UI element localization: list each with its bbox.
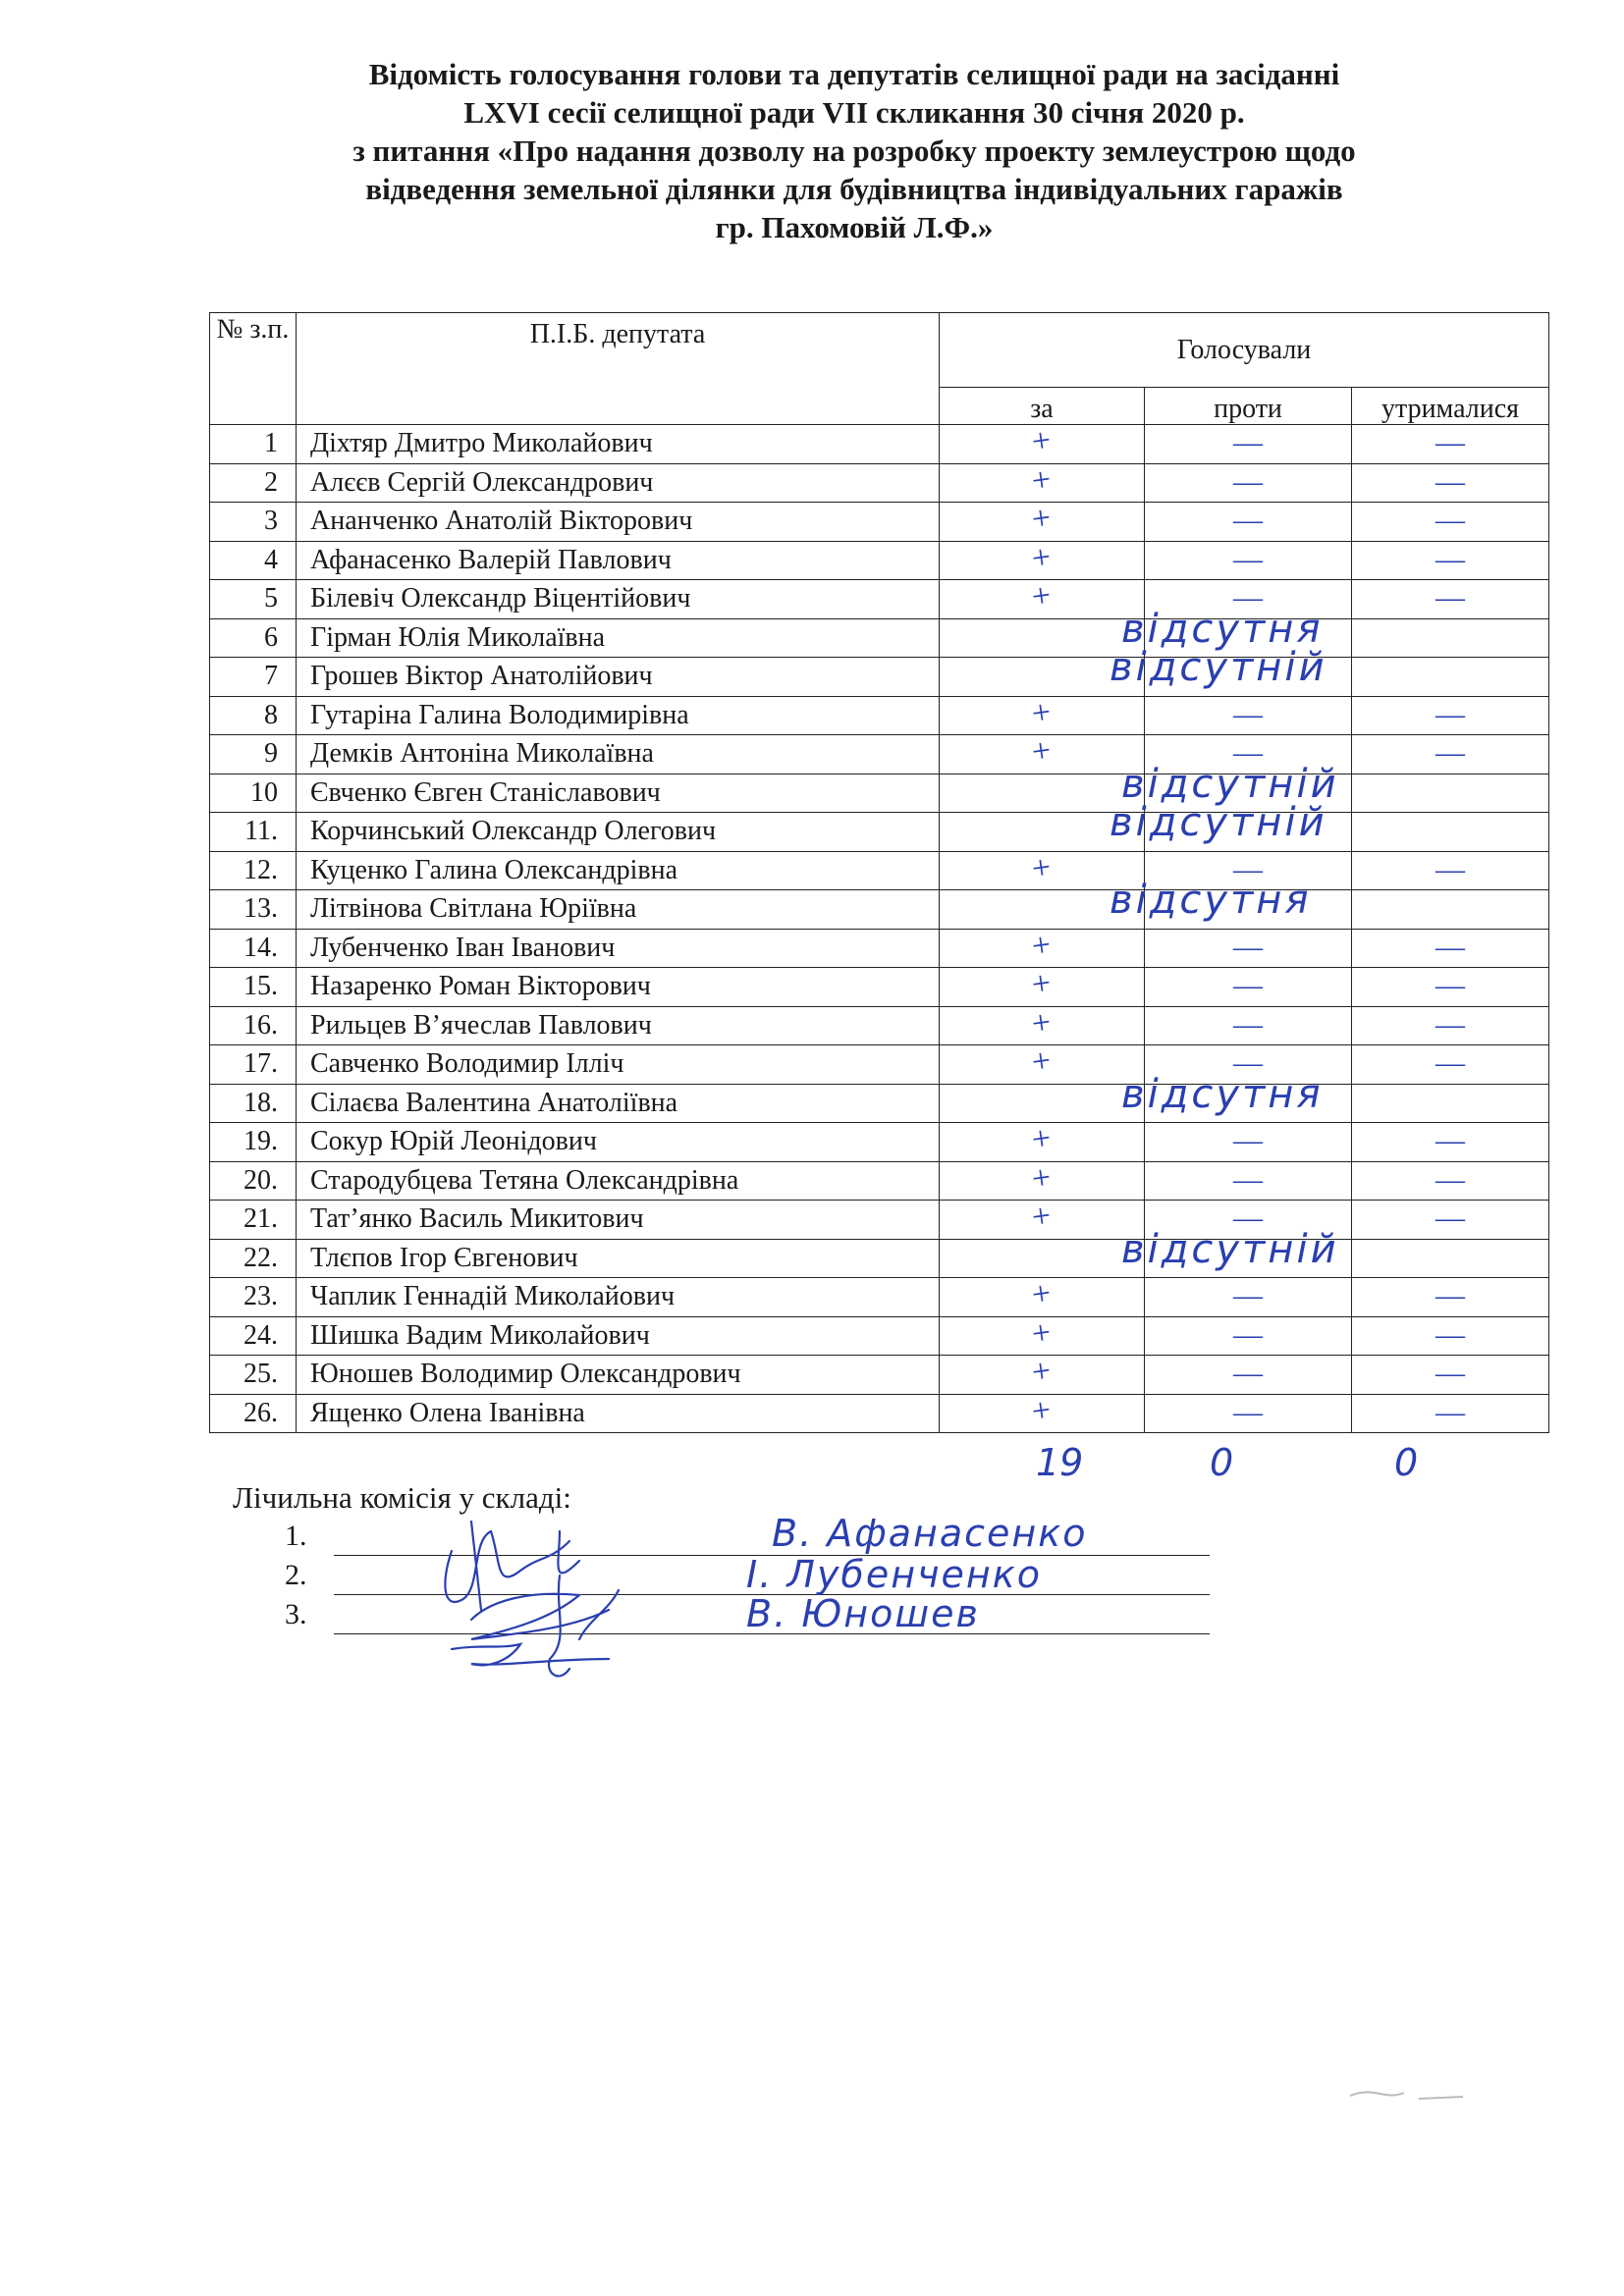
vote-against xyxy=(1145,929,1352,968)
deputy-name: Тлєпов Ігор Євгенович xyxy=(297,1239,940,1278)
vote-for-mark: + xyxy=(1029,693,1055,732)
vote-for-mark: + xyxy=(1029,500,1055,539)
deputy-name: Євченко Євген Станіславович xyxy=(297,774,940,813)
vote-against xyxy=(1145,463,1352,503)
table-row xyxy=(210,890,1549,930)
vote-abstain xyxy=(1352,1045,1549,1085)
deputy-name: Демків Антоніна Миколаївна xyxy=(297,735,940,774)
vote-for-mark: + xyxy=(1029,1042,1055,1082)
row-number: 16. xyxy=(210,1006,297,1045)
deputy-name: Грошев Віктор Анатолійович xyxy=(297,658,940,697)
vote-against xyxy=(1145,503,1352,542)
deputy-name: Літвінова Світлана Юріївна xyxy=(297,890,940,930)
vote-against xyxy=(1145,696,1352,735)
row-number: 23. xyxy=(210,1278,297,1317)
table-row xyxy=(210,1239,1549,1278)
title-line: гр. Пахомовій Л.Ф.» xyxy=(715,210,994,244)
smudge-mark xyxy=(1345,2081,1473,2110)
vote-abstain xyxy=(1352,425,1549,464)
row-number: 11. xyxy=(210,813,297,852)
deputy-name: Савченко Володимир Ілліч xyxy=(297,1045,940,1085)
table-row xyxy=(210,541,1549,580)
vote-against-mark: — xyxy=(1233,930,1263,963)
vote-against xyxy=(1145,1006,1352,1045)
row-number: 25. xyxy=(210,1356,297,1395)
row-number: 14. xyxy=(210,929,297,968)
deputy-name: Лубенченко Іван Іванович xyxy=(297,929,940,968)
vote-against-mark: — xyxy=(1233,1046,1263,1080)
vote-for xyxy=(940,1353,1145,1395)
absent-note: відсутній xyxy=(1121,1227,1339,1272)
table-row xyxy=(210,580,1549,619)
vote-for xyxy=(940,1198,1145,1240)
title-line: відведення земельної ділянки для будівництва індивідуальних гаражів xyxy=(365,172,1343,206)
row-number: 15. xyxy=(210,968,297,1007)
row-number: 21. xyxy=(210,1201,297,1240)
vote-for xyxy=(940,1084,1145,1123)
vote-against-mark: — xyxy=(1233,852,1263,885)
table-row xyxy=(210,696,1549,735)
row-number: 26. xyxy=(210,1394,297,1433)
vote-for-mark: + xyxy=(1029,1353,1055,1392)
vote-for-mark: + xyxy=(1029,1158,1055,1198)
vote-against-mark: — xyxy=(1233,1162,1263,1196)
vote-abstain xyxy=(1352,1006,1549,1045)
total-against: 0 xyxy=(1210,1441,1234,1484)
row-number: 17. xyxy=(210,1045,297,1085)
deputy-name: Алєєв Сергій Олександрович xyxy=(297,463,940,503)
deputy-name: Куценко Галина Олександрівна xyxy=(297,851,940,890)
row-number: 7 xyxy=(210,658,297,697)
vote-against-mark: — xyxy=(1233,504,1263,537)
deputy-name: Афанасенко Валерій Павлович xyxy=(297,541,940,580)
commission-member-number: 2. xyxy=(285,1559,307,1591)
col-number-header: № з.п. xyxy=(210,313,297,425)
vote-abstain xyxy=(1352,1394,1549,1433)
table-row xyxy=(210,813,1549,852)
table-row xyxy=(210,968,1549,1007)
deputy-name: Назаренко Роман Вікторович xyxy=(297,968,940,1007)
vote-for-mark: + xyxy=(1029,460,1055,500)
table-row xyxy=(210,1006,1549,1045)
absent-note: відсутній xyxy=(1110,645,1327,690)
deputy-name: Стародубцева Тетяна Олександрівна xyxy=(297,1161,940,1201)
row-number: 22. xyxy=(210,1239,297,1278)
vote-against-mark: — xyxy=(1233,1395,1263,1428)
col-name-header: П.І.Б. депутата xyxy=(297,313,940,425)
vote-for-mark: + xyxy=(1029,1120,1055,1159)
vote-abstain xyxy=(1352,813,1549,852)
title-line: LXVI сесії селищної ради VII скликання 30 січня 2020 р. xyxy=(463,95,1245,130)
table-row xyxy=(210,1201,1549,1240)
vote-abstain xyxy=(1352,541,1549,580)
table-row xyxy=(210,1278,1549,1317)
table-row xyxy=(210,1356,1549,1395)
vote-against xyxy=(1145,425,1352,464)
vote-for xyxy=(940,693,1145,735)
row-number: 18. xyxy=(210,1084,297,1123)
vote-abstain xyxy=(1352,1201,1549,1240)
document-title xyxy=(236,55,1473,246)
table-row xyxy=(210,618,1549,658)
deputy-name: Корчинський Олександр Олегович xyxy=(297,813,940,852)
vote-abstain xyxy=(1352,968,1549,1007)
table-row xyxy=(210,425,1549,464)
title-line: з питання «Про надання дозволу на розробку проекту землеустрою щодо xyxy=(352,133,1356,168)
vote-abstain-mark: — xyxy=(1435,852,1465,885)
deputy-name: Чаплик Геннадій Миколайович xyxy=(297,1278,940,1317)
col-for-header: за xyxy=(940,388,1145,425)
vote-for-mark: + xyxy=(1029,1313,1055,1353)
row-number: 6 xyxy=(210,618,297,658)
vote-for-mark: + xyxy=(1029,422,1055,461)
vote-abstain-mark: — xyxy=(1435,504,1465,537)
table-row xyxy=(210,735,1549,774)
absent-note: відсутня xyxy=(1121,607,1324,652)
commission-member-name: І. Лубенченко xyxy=(746,1553,1042,1596)
vote-against-mark: — xyxy=(1233,1007,1263,1041)
vote-abstain-mark: — xyxy=(1435,1201,1465,1235)
deputy-name: Юношев Володимир Олександрович xyxy=(297,1356,940,1395)
vote-against xyxy=(1145,968,1352,1007)
vote-for xyxy=(940,1313,1145,1356)
row-number: 9 xyxy=(210,735,297,774)
vote-for xyxy=(940,577,1145,619)
vote-table-body xyxy=(210,422,1549,1433)
table-row xyxy=(210,1084,1549,1123)
vote-against-mark: — xyxy=(1233,581,1263,614)
vote-for-mark: + xyxy=(1029,732,1055,772)
deputy-name: Гутаріна Галина Володимирівна xyxy=(297,696,940,735)
absent-note: відсутній xyxy=(1110,800,1327,845)
vote-for xyxy=(940,1120,1145,1162)
vote-abstain xyxy=(1352,929,1549,968)
deputy-name: Шишка Вадим Миколайович xyxy=(297,1316,940,1356)
col-abstain-header: утрималися xyxy=(1352,388,1549,425)
vote-abstain-mark: — xyxy=(1435,1162,1465,1196)
vote-abstain-mark: — xyxy=(1435,697,1465,730)
vote-for xyxy=(940,500,1145,542)
absent-note: відсутній xyxy=(1121,762,1339,807)
vote-for xyxy=(940,1003,1145,1045)
row-number: 12. xyxy=(210,851,297,890)
deputy-name: Сілаєва Валентина Анатоліївна xyxy=(297,1084,940,1123)
vote-abstain-mark: — xyxy=(1435,1357,1465,1390)
row-number: 19. xyxy=(210,1123,297,1162)
vote-abstain xyxy=(1352,774,1549,813)
commission-member-name: В. Юношев xyxy=(746,1592,980,1635)
vote-against-mark: — xyxy=(1233,542,1263,575)
vote-for xyxy=(940,1239,1145,1278)
vote-abstain xyxy=(1352,658,1549,697)
vote-for xyxy=(940,538,1145,580)
vote-abstain-mark: — xyxy=(1435,930,1465,963)
vote-abstain xyxy=(1352,1161,1549,1201)
deputy-name: Гірман Юлія Миколаївна xyxy=(297,618,940,658)
deputy-name: Сокур Юрій Леонідович xyxy=(297,1123,940,1162)
vote-abstain-mark: — xyxy=(1435,1279,1465,1312)
table-row xyxy=(210,1394,1549,1433)
vote-abstain xyxy=(1352,696,1549,735)
commission-member-number: 1. xyxy=(285,1520,307,1552)
vote-abstain-mark: — xyxy=(1435,1317,1465,1351)
vote-for-mark: + xyxy=(1029,577,1055,616)
vote-abstain xyxy=(1352,618,1549,658)
vote-for xyxy=(940,926,1145,968)
vote-abstain-mark: — xyxy=(1435,1124,1465,1157)
vote-abstain xyxy=(1352,463,1549,503)
row-number: 1 xyxy=(210,425,297,464)
table-row xyxy=(210,463,1549,503)
vote-against xyxy=(1145,1356,1352,1395)
deputy-name: Білевіч Олександр Віцентійович xyxy=(297,580,940,619)
total-for: 19 xyxy=(1036,1441,1084,1484)
vote-for-mark: + xyxy=(1029,965,1055,1004)
col-against-header: проти xyxy=(1145,388,1352,425)
vote-against-mark: — xyxy=(1233,1279,1263,1312)
vote-against-mark: — xyxy=(1233,464,1263,498)
vote-for-mark: + xyxy=(1029,1003,1055,1042)
vote-against-mark: — xyxy=(1233,426,1263,459)
table-row xyxy=(210,658,1549,697)
vote-for xyxy=(940,1042,1145,1085)
vote-table xyxy=(209,312,1549,1433)
deputy-name: Діхтяр Дмитро Миколайович xyxy=(297,425,940,464)
col-voted-header: Голосували xyxy=(940,313,1549,388)
row-number: 8 xyxy=(210,696,297,735)
table-row xyxy=(210,1045,1549,1085)
absent-note: відсутня xyxy=(1121,1072,1324,1117)
vote-for-mark: + xyxy=(1029,848,1055,887)
vote-abstain-mark: — xyxy=(1435,581,1465,614)
vote-against xyxy=(1145,541,1352,580)
vote-against-mark: — xyxy=(1233,697,1263,730)
row-number: 13. xyxy=(210,890,297,930)
vote-abstain xyxy=(1352,735,1549,774)
commission-label: Лічильна комісія у складі: xyxy=(233,1480,571,1515)
vote-against-mark: — xyxy=(1233,1357,1263,1390)
vote-abstain xyxy=(1352,580,1549,619)
table-row xyxy=(210,1161,1549,1201)
deputy-name: Рильцев В’ячеслав Павлович xyxy=(297,1006,940,1045)
vote-abstain xyxy=(1352,503,1549,542)
vote-for-mark: + xyxy=(1029,926,1055,965)
vote-abstain-mark: — xyxy=(1435,1046,1465,1080)
vote-against xyxy=(1145,1123,1352,1162)
vote-for xyxy=(940,422,1145,464)
table-row xyxy=(210,929,1549,968)
vote-abstain xyxy=(1352,1123,1549,1162)
vote-abstain xyxy=(1352,1278,1549,1317)
absent-note: відсутня xyxy=(1110,878,1312,923)
table-row xyxy=(210,1123,1549,1162)
vote-abstain xyxy=(1352,851,1549,890)
vote-for xyxy=(940,732,1145,774)
row-number: 20. xyxy=(210,1161,297,1201)
commission-member-name: В. Афанасенко xyxy=(772,1512,1088,1555)
row-number: 10 xyxy=(210,774,297,813)
vote-for xyxy=(940,1275,1145,1317)
deputy-name: Тат’янко Василь Микитович xyxy=(297,1201,940,1240)
row-number: 24. xyxy=(210,1316,297,1356)
vote-against xyxy=(1145,1278,1352,1317)
vote-abstain-mark: — xyxy=(1435,464,1465,498)
row-number: 4 xyxy=(210,541,297,580)
vote-against-mark: — xyxy=(1233,1124,1263,1157)
vote-against xyxy=(1145,1316,1352,1356)
table-row xyxy=(210,851,1549,890)
vote-against-mark: — xyxy=(1233,1201,1263,1235)
vote-abstain-mark: — xyxy=(1435,426,1465,459)
vote-abstain xyxy=(1352,1356,1549,1395)
total-abstain: 0 xyxy=(1394,1441,1419,1484)
vote-against-mark: — xyxy=(1233,969,1263,1002)
vote-for-mark: + xyxy=(1029,1198,1055,1237)
vote-abstain-mark: — xyxy=(1435,969,1465,1002)
vote-against xyxy=(1145,1394,1352,1433)
table-row xyxy=(210,774,1549,813)
vote-abstain-mark: — xyxy=(1435,736,1465,770)
vote-abstain-mark: — xyxy=(1435,1395,1465,1428)
vote-for-mark: + xyxy=(1029,1391,1055,1430)
commission-member-number: 3. xyxy=(285,1598,307,1630)
vote-abstain-mark: — xyxy=(1435,1007,1465,1041)
vote-abstain xyxy=(1352,1239,1549,1278)
handwritten-signatures xyxy=(412,1502,727,1698)
vote-for-mark: + xyxy=(1029,1275,1055,1314)
row-number: 2 xyxy=(210,463,297,503)
vote-abstain xyxy=(1352,1084,1549,1123)
vote-abstain xyxy=(1352,1316,1549,1356)
table-row xyxy=(210,1316,1549,1356)
row-number: 5 xyxy=(210,580,297,619)
vote-abstain-mark: — xyxy=(1435,542,1465,575)
vote-for-mark: + xyxy=(1029,538,1055,577)
table-row xyxy=(210,503,1549,542)
vote-for xyxy=(940,1391,1145,1433)
deputy-name: Ананченко Анатолій Вікторович xyxy=(297,503,940,542)
row-number: 3 xyxy=(210,503,297,542)
vote-against-mark: — xyxy=(1233,1317,1263,1351)
vote-for xyxy=(940,965,1145,1007)
vote-against-mark: — xyxy=(1233,736,1263,770)
vote-for xyxy=(940,460,1145,503)
vote-for xyxy=(940,1158,1145,1201)
deputy-name: Ященко Олена Іванівна xyxy=(297,1394,940,1433)
title-line: Відомість голосування голови та депутатів селищної ради на засіданні xyxy=(368,57,1340,91)
vote-against xyxy=(1145,1161,1352,1201)
vote-abstain xyxy=(1352,890,1549,930)
